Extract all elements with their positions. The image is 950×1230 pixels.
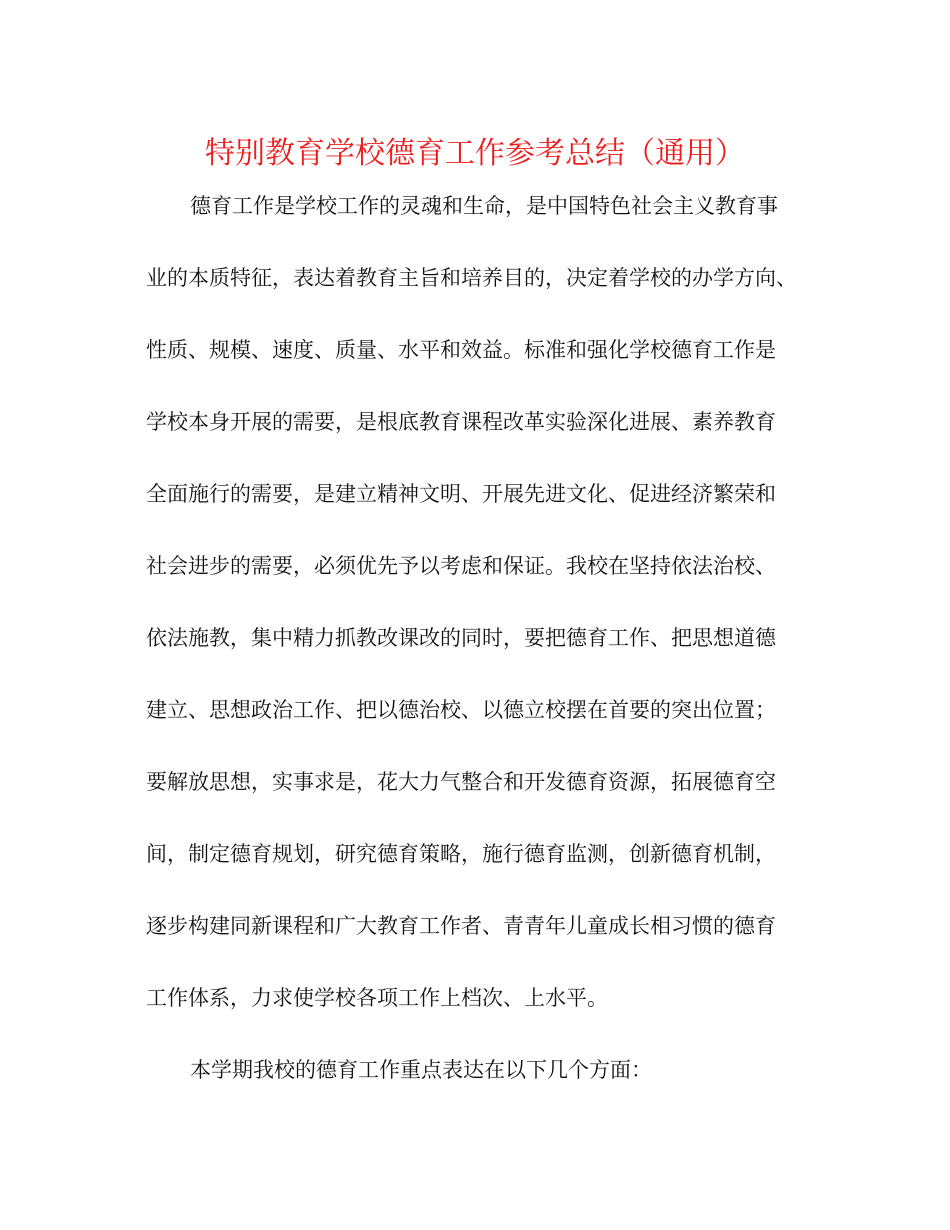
paragraph-1-line-11: 逐步构建同新课程和广大教育工作者、青青年儿童成长相习惯的德育	[146, 914, 776, 938]
paragraph-1-line-9: 要解放思想，实事求是，花大力气整合和开发德育资源，拓展德育空	[146, 770, 776, 794]
paragraph-1-line-8: 建立、思想政治工作、把以德治校、以德立校摆在首要的突出位置；	[146, 698, 776, 722]
paragraph-1-line-2: 业的本质特征，表达着教育主旨和培养目的，决定着学校的办学方向、	[146, 266, 797, 290]
paragraph-1-line-10: 间，制定德育规划，研究德育策略，施行德育监测，创新德育机制，	[146, 842, 776, 866]
paragraph-1-line-7: 依法施教，集中精力抓教改课改的同时，要把德育工作、把思想道德	[146, 626, 776, 650]
paragraph-1-line-5: 全面施行的需要，是建立精神文明、开展先进文化、促进经济繁荣和	[146, 482, 776, 506]
paragraph-1-line-1: 德育工作是学校工作的灵魂和生命，是中国特色社会主义教育事	[190, 194, 778, 218]
paragraph-1-line-3: 性质、规模、速度、质量、水平和效益。标准和强化学校德育工作是	[146, 338, 776, 362]
paragraph-2: 本学期我校的德育工作重点表达在以下几个方面：	[190, 1058, 652, 1082]
document-title: 特别教育学校德育工作参考总结（通用）	[205, 136, 745, 171]
paragraph-1-line-4: 学校本身开展的需要，是根底教育课程改革实验深化进展、素养教育	[146, 410, 776, 434]
paragraph-1-line-6: 社会进步的需要，必须优先予以考虑和保证。我校在坚持依法治校、	[146, 554, 776, 578]
paragraph-1-line-12: 工作体系，力求使学校各项工作上档次、上水平。	[146, 986, 608, 1010]
